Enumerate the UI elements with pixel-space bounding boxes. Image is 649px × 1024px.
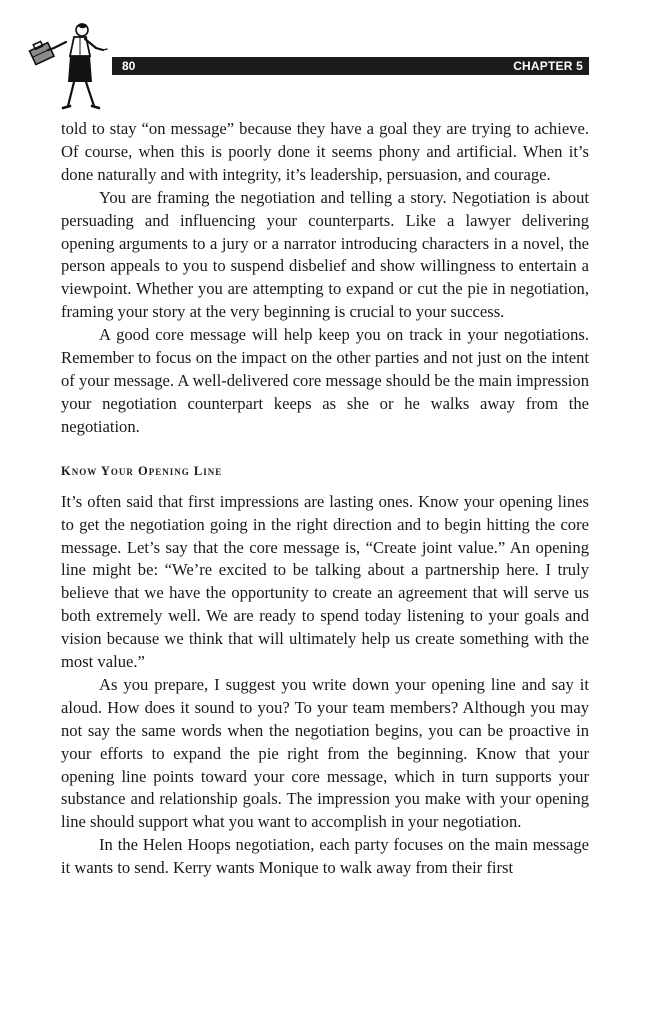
body-text bbox=[61, 118, 589, 880]
running-header bbox=[112, 57, 589, 75]
chapter-label: CHAPTER 5 bbox=[513, 59, 583, 73]
paragraph: told to stay “on message” because they have a goal they are trying to achieve. Of course, when this is poorly done it seems phony and artificial. When it’s done naturally and with integrity, it’s leadership, persuasion, and courage. bbox=[61, 119, 589, 184]
paragraph: A good core message will help keep you on track in your negotiations. Remember to focus on the impact on the other parties and not just on the intent of your message. A well-delivered core message should be the main impression your negotiation counterpart keeps as she or he walks away from the negotiation. bbox=[61, 325, 589, 436]
businesswoman-with-briefcase-icon bbox=[28, 22, 110, 110]
page-number: 80 bbox=[122, 59, 136, 73]
section-heading: Know Your Opening Line bbox=[61, 463, 223, 478]
paragraph: It’s often said that first impressions are lasting ones. Know your opening lines to get the negotiation going in the right direction and to begin hitting the core message. Let’s say that the core message is, “Create joint value.” An opening line might be: “We’re excited to be talking about a partnership here. I truly believe that we have the opportunity to create an agreement that will serve us both extremely well. We are ready to spend today listening to your goals and vision because we think that will ultimately help us create something with the most value.” bbox=[61, 491, 589, 672]
paragraph: You are framing the negotiation and telling a story. Negotiation is about persuading and influencing your counterparts. Like a lawyer delivering opening arguments to a jury or a narrator introducing characters in a novel, the person appeals to you to suspend disbelief and show willingness to entertain a viewpoint. Whether you are attempting to expand or cut the pie in negotiation, framing your story at the very beginning is crucial to your success. bbox=[61, 187, 589, 322]
paragraph: In the Helen Hoops negotiation, each party focuses on the main message it wants to send. Kerry wants Monique to walk away from their first bbox=[61, 835, 589, 878]
paragraph: As you prepare, I suggest you write down your opening line and say it aloud. How does it sound to you? To your team members? Although you may not say the same words when the negotiation begins, you can be proactive in your efforts to expand the pie right from the beginning. Know that your opening line points toward your core message, which in turn supports your substance and relationship goals. The impression you make with your opening line should support what you want to accomplish in your negotiation. bbox=[61, 674, 589, 832]
